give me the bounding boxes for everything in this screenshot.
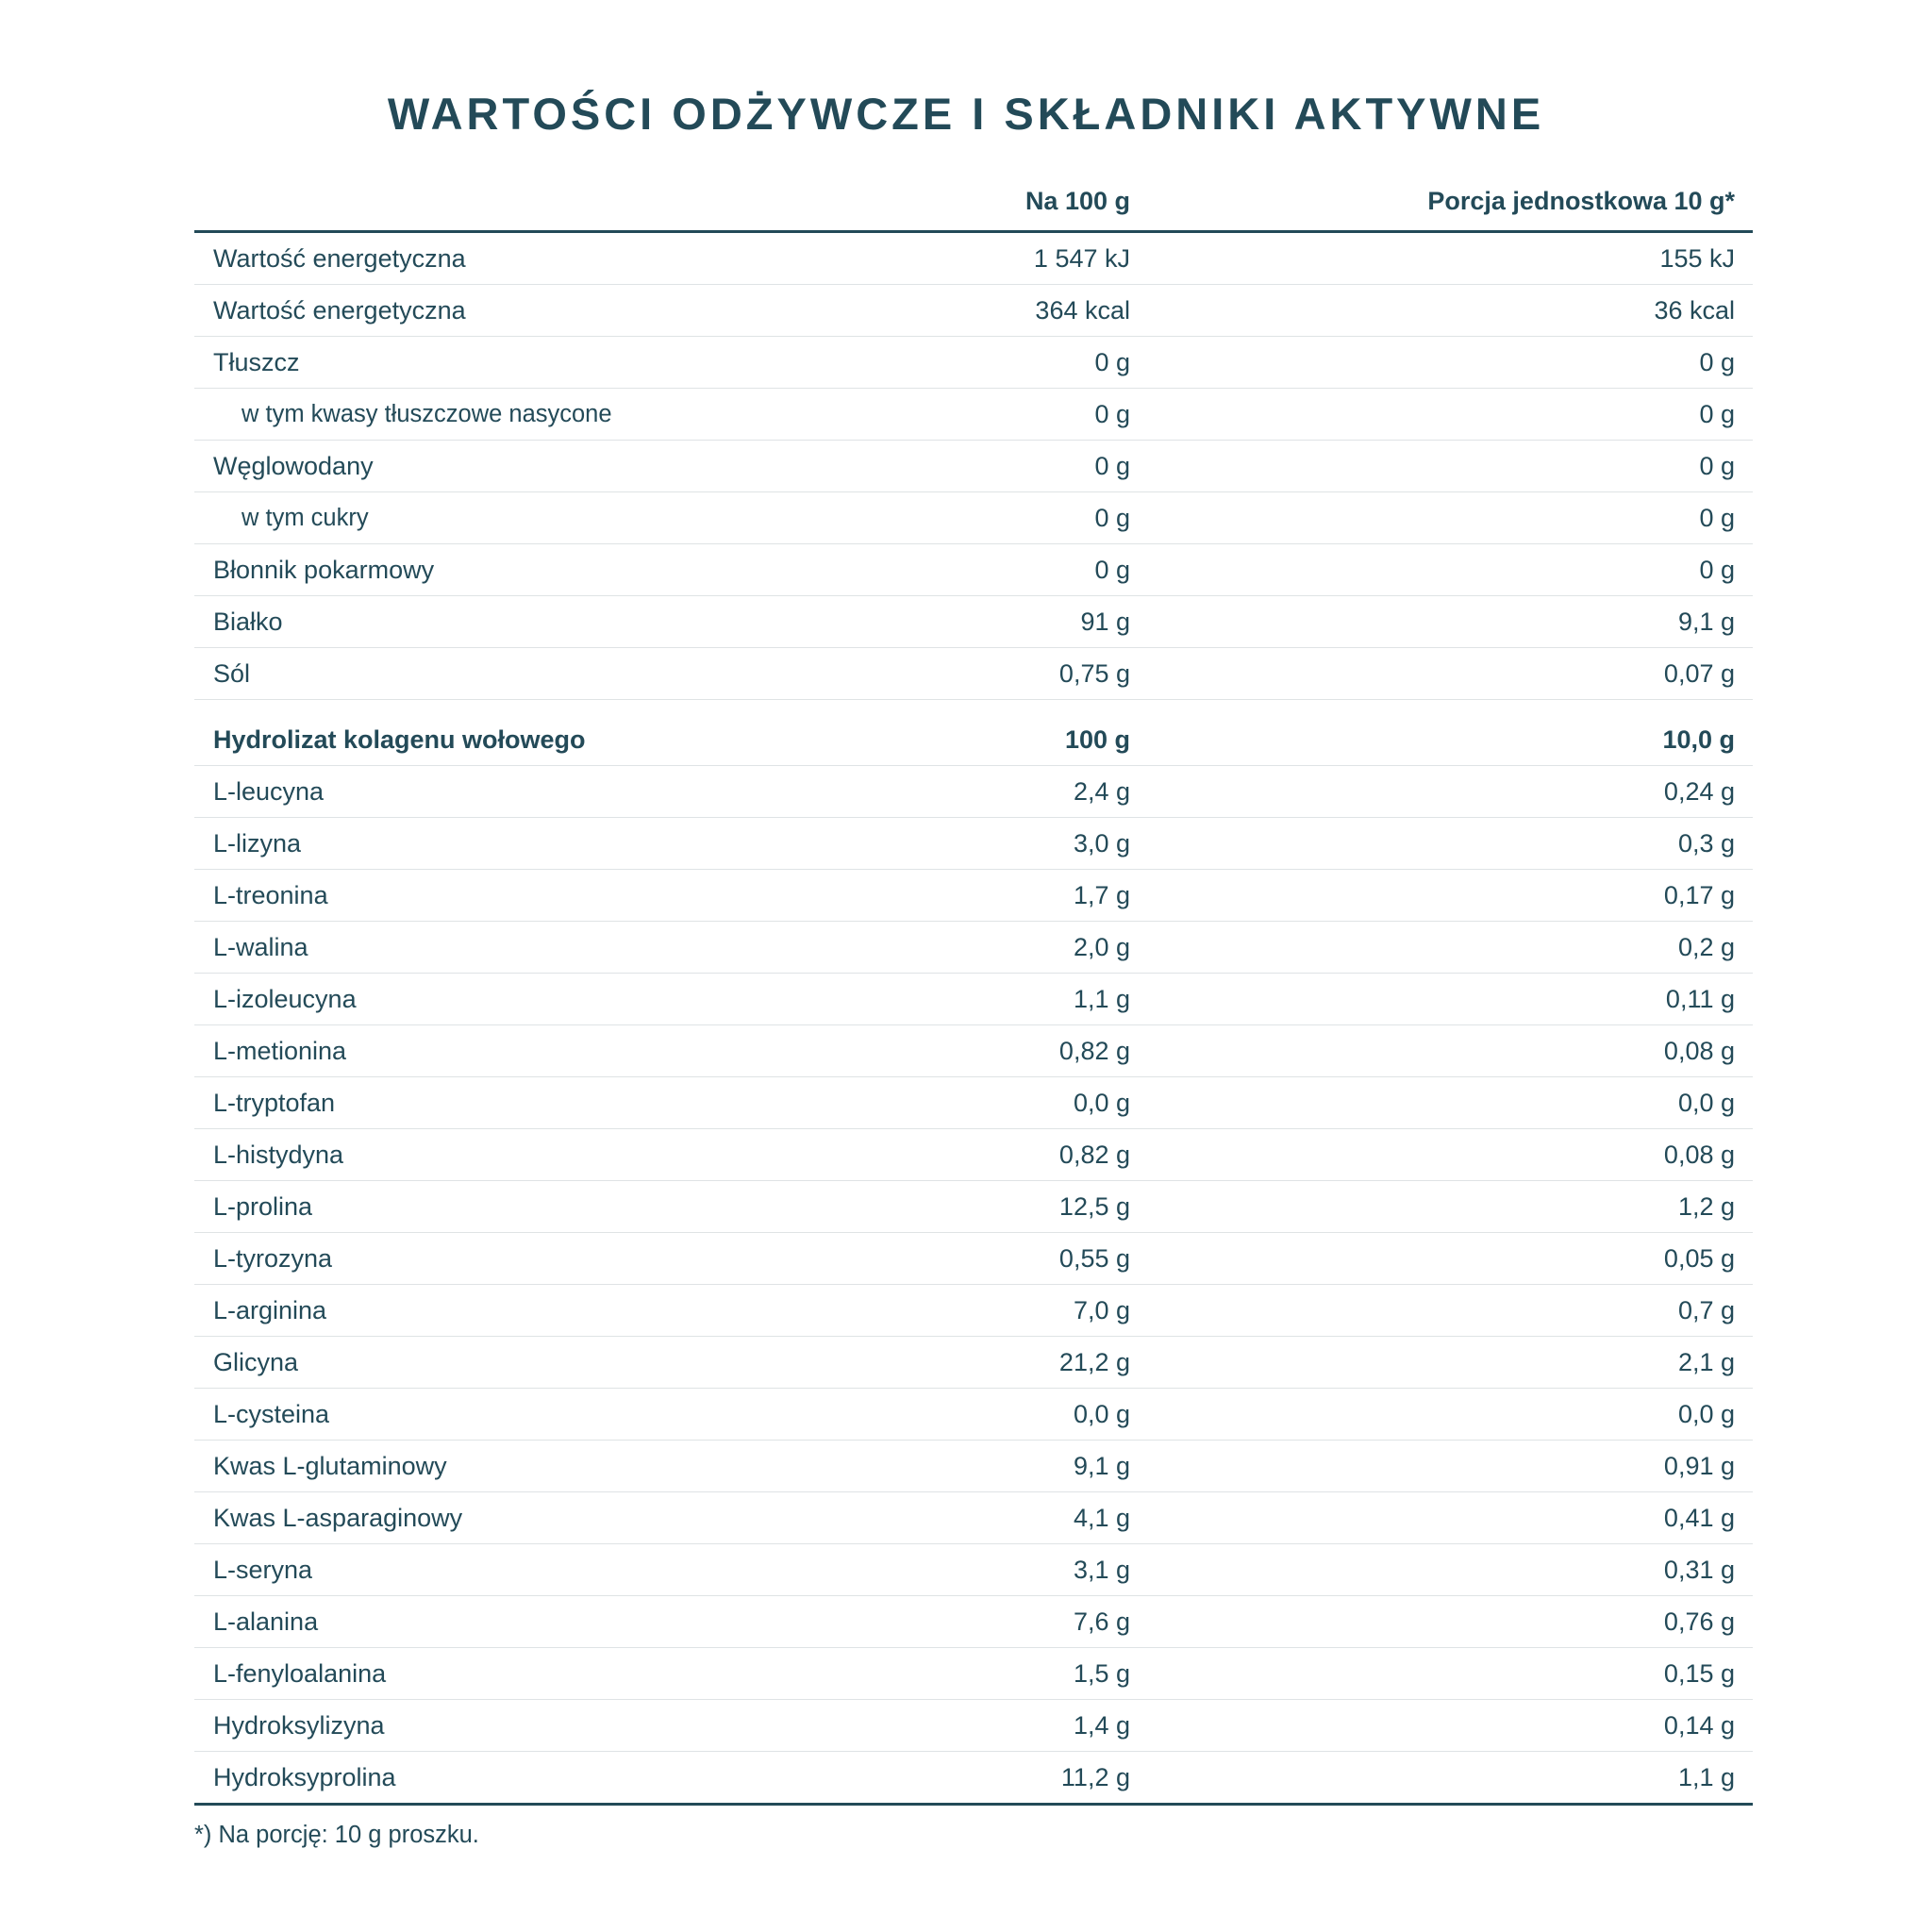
row-portion: 0,2 g xyxy=(1677,933,1735,961)
row-portion: 0 g xyxy=(1699,452,1735,480)
row-label: Wartość energetyczna xyxy=(213,296,466,325)
row-label: Błonnik pokarmowy xyxy=(213,556,435,584)
row-portion: 0,08 g xyxy=(1663,1141,1735,1169)
page-title: WARTOŚCI ODŻYWCZE I SKŁADNIKI AKTYWNE xyxy=(387,89,1545,139)
row-per-100g: 4,1 g xyxy=(1073,1504,1130,1532)
row-label: L-izoleucyna xyxy=(213,985,357,1013)
table-row xyxy=(194,1648,1753,1700)
row-label: L-metionina xyxy=(213,1037,347,1065)
row-portion: 0,07 g xyxy=(1663,659,1735,688)
row-portion: 0,41 g xyxy=(1663,1504,1735,1532)
table-row xyxy=(194,766,1753,818)
row-label: Kwas L-glutaminowy xyxy=(213,1452,447,1480)
row-label: Glicyna xyxy=(213,1348,299,1376)
row-portion: 0,17 g xyxy=(1663,881,1735,909)
row-label: Sól xyxy=(213,659,251,688)
row-label: Hydroksyprolina xyxy=(213,1763,396,1791)
row-label: L-alanina xyxy=(213,1607,319,1636)
table-row xyxy=(194,818,1753,870)
table-row xyxy=(194,492,1753,544)
row-portion: 0,0 g xyxy=(1677,1089,1735,1117)
row-label-sub: w tym kwasy tłuszczowe nasycone xyxy=(242,401,612,427)
row-per-100g: 7,6 g xyxy=(1073,1607,1130,1636)
row-label: Białko xyxy=(213,608,283,636)
row-label: L-arginina xyxy=(213,1296,327,1324)
row-label-sub: w tym cukry xyxy=(242,505,369,531)
table-row xyxy=(194,1181,1753,1233)
row-label: L-lizyna xyxy=(213,829,302,858)
row-per-100g: 0 g xyxy=(1094,348,1130,376)
table-row xyxy=(194,1389,1753,1441)
table-row xyxy=(194,922,1753,974)
row-portion: 0 g xyxy=(1699,400,1735,428)
row-portion: 2,1 g xyxy=(1677,1348,1735,1376)
table-row xyxy=(194,233,1753,285)
table-row xyxy=(194,1285,1753,1337)
row-per-100g: 0 g xyxy=(1094,556,1130,584)
row-portion: 0,24 g xyxy=(1663,777,1735,806)
row-per-100g: 1,4 g xyxy=(1073,1711,1130,1740)
section-label: Hydrolizat kolagenu wołowego xyxy=(213,725,586,754)
row-portion: 0,15 g xyxy=(1663,1659,1735,1688)
table-row xyxy=(194,337,1753,389)
row-per-100g: 0 g xyxy=(1094,452,1130,480)
row-per-100g: 364 kcal xyxy=(1035,296,1130,325)
section-header-row xyxy=(194,700,1753,766)
row-label: Tłuszcz xyxy=(213,348,300,376)
row-per-100g: 2,4 g xyxy=(1073,777,1130,806)
row-per-100g: 0,82 g xyxy=(1058,1037,1130,1065)
row-portion: 0,14 g xyxy=(1663,1711,1735,1740)
table-row xyxy=(194,596,1753,648)
table-row xyxy=(194,870,1753,922)
table-row xyxy=(194,974,1753,1025)
row-per-100g: 12,5 g xyxy=(1058,1192,1130,1221)
row-label: L-treonina xyxy=(213,881,328,909)
table-row xyxy=(194,389,1753,441)
row-per-100g: 0,0 g xyxy=(1073,1089,1130,1117)
row-label: L-prolina xyxy=(213,1192,313,1221)
section-portion: 10,0 g xyxy=(1662,725,1735,754)
row-per-100g: 9,1 g xyxy=(1073,1452,1130,1480)
row-portion: 0 g xyxy=(1699,504,1735,532)
table-row xyxy=(194,1025,1753,1077)
table-row xyxy=(194,1596,1753,1648)
table-row xyxy=(194,1337,1753,1389)
table-row xyxy=(194,285,1753,337)
row-portion: 1,1 g xyxy=(1677,1763,1735,1791)
row-per-100g: 3,0 g xyxy=(1073,829,1130,858)
row-label: L-cysteina xyxy=(213,1400,330,1428)
row-portion: 0,08 g xyxy=(1663,1037,1735,1065)
row-label: L-tyrozyna xyxy=(213,1244,333,1273)
row-per-100g: 0,75 g xyxy=(1058,659,1130,688)
row-portion: 1,2 g xyxy=(1677,1192,1735,1221)
row-per-100g: 11,2 g xyxy=(1060,1763,1130,1791)
row-portion: 0,3 g xyxy=(1677,829,1735,858)
row-portion: 0,05 g xyxy=(1663,1244,1735,1273)
row-label: L-leucyna xyxy=(213,777,325,806)
row-portion: 0,91 g xyxy=(1663,1452,1735,1480)
table-header xyxy=(194,175,1753,233)
row-per-100g: 0,55 g xyxy=(1058,1244,1130,1273)
row-label: Wartość energetyczna xyxy=(213,244,466,273)
table-row xyxy=(194,1441,1753,1492)
row-portion: 0,76 g xyxy=(1663,1607,1735,1636)
row-label: Hydroksylizyna xyxy=(213,1711,385,1740)
row-per-100g: 1,1 g xyxy=(1073,985,1130,1013)
row-per-100g: 0,0 g xyxy=(1073,1400,1130,1428)
table-row xyxy=(194,1233,1753,1285)
row-label: Węglowodany xyxy=(213,452,374,480)
nutrition-table xyxy=(194,175,1753,1806)
row-per-100g: 0 g xyxy=(1094,400,1130,428)
footnote: *) Na porcję: 10 g proszku. xyxy=(194,1822,479,1848)
row-per-100g: 3,1 g xyxy=(1073,1556,1130,1584)
row-per-100g: 7,0 g xyxy=(1073,1296,1130,1324)
row-portion: 155 kJ xyxy=(1659,244,1735,273)
row-portion: 0,31 g xyxy=(1663,1556,1735,1584)
table-row xyxy=(194,1752,1753,1806)
row-per-100g: 1,7 g xyxy=(1073,881,1130,909)
row-per-100g: 1,5 g xyxy=(1073,1659,1130,1688)
row-portion: 0,7 g xyxy=(1677,1296,1735,1324)
row-portion: 0,11 g xyxy=(1665,985,1735,1013)
header-portion: Porcja jednostkowa 10 g* xyxy=(1427,187,1735,215)
row-portion: 0 g xyxy=(1699,348,1735,376)
table-row xyxy=(194,1077,1753,1129)
row-per-100g: 1 547 kJ xyxy=(1033,244,1130,273)
row-label: Kwas L-asparaginowy xyxy=(213,1504,463,1532)
section-per-100g: 100 g xyxy=(1064,725,1130,754)
row-per-100g: 0,82 g xyxy=(1058,1141,1130,1169)
row-portion: 0 g xyxy=(1699,556,1735,584)
row-portion: 0,0 g xyxy=(1677,1400,1735,1428)
table-row xyxy=(194,648,1753,700)
row-label: L-histydyna xyxy=(213,1141,344,1169)
row-label: L-seryna xyxy=(213,1556,313,1584)
table-row xyxy=(194,1544,1753,1596)
row-portion: 9,1 g xyxy=(1677,608,1735,636)
table-row xyxy=(194,544,1753,596)
table-row xyxy=(194,1492,1753,1544)
row-per-100g: 0 g xyxy=(1094,504,1130,532)
row-label: L-fenyloalanina xyxy=(213,1659,387,1688)
row-per-100g: 2,0 g xyxy=(1073,933,1130,961)
header-per-100g: Na 100 g xyxy=(1024,187,1130,215)
table-row xyxy=(194,441,1753,492)
row-label: L-tryptofan xyxy=(213,1089,336,1117)
row-per-100g: 91 g xyxy=(1080,608,1130,636)
table-row xyxy=(194,1700,1753,1752)
row-portion: 36 kcal xyxy=(1654,296,1735,325)
row-per-100g: 21,2 g xyxy=(1058,1348,1130,1376)
row-label: L-walina xyxy=(213,933,308,961)
table-row xyxy=(194,1129,1753,1181)
